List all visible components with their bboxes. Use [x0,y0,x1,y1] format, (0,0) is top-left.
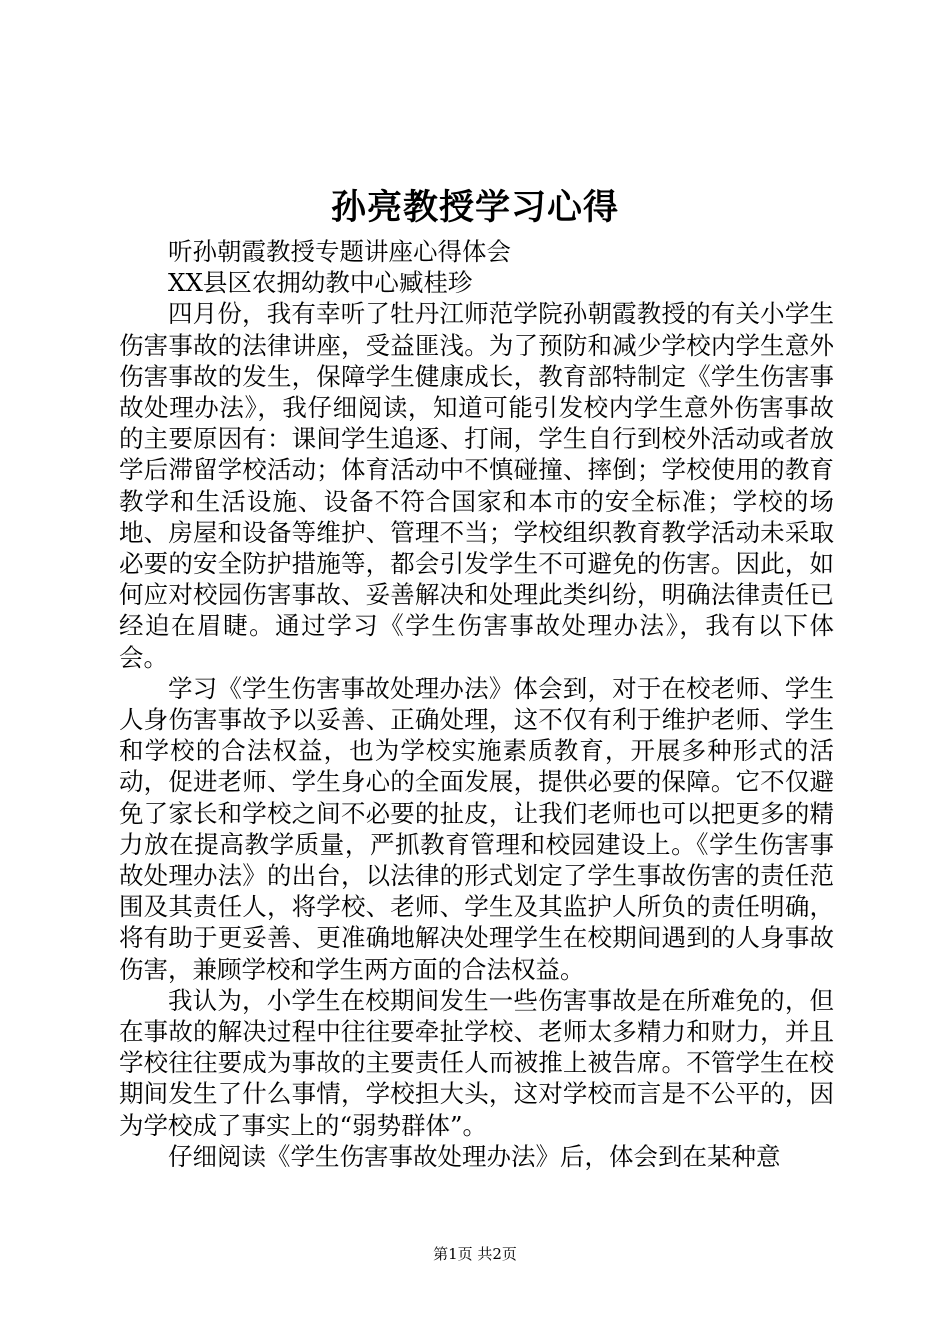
body-paragraph: 四月份，我有幸听了牡丹江师范学院孙朝霞教授的有关小学生伤害事故的法律讲座，受益匪浅。为了预防和减少学校内学生意外伤害事故的发生，保障学生健康成长，教育部特制定《学生伤害事故处理办法》，我仔细阅读，知道可能引发校内学生意外伤害事故的主要原因有：课间学生追逐、打闹，学生自行到校外活动或者放学后滞留学校活动；体育活动中不慎碰撞、摔倒；学校使用的教育教学和生活设施、设备不符合国家和本市的安全标准；学校的场地、房屋和设备等维护、管理不当；学校组织教育教学活动未采取必要的安全防护措施等，都会引发学生不可避免的伤害。因此，如何应对校园伤害事故、妥善解决和处理此类纠纷，明确法律责任已经迫在眉睫。通过学习《学生伤害事故处理办法》，我有以下体会。 [119,299,834,672]
document-title: 孙亮教授学习心得 [330,187,619,228]
body-paragraph: 我认为，小学生在校期间发生一些伤害事故是在所难免的，但在事故的解决过程中往往要牵扯学校、老师太多精力和财力，并且学校往往要成为事故的主要责任人而被推上被告席。不管学生在校期间发生了什么事情，学校担大头，这对学校而言是不公平的，因为学校成了事实上的“弱势群体”。 [119,985,834,1140]
author-line: XX县区农拥幼教中心臧桂珍 [168,268,473,298]
document-subtitle: 听孙朝霞教授专题讲座心得体会 [168,237,511,266]
body-paragraph: 仔细阅读《学生伤害事故处理办法》后，体会到在某种意 [168,1141,781,1171]
page-footer: 第1页 共2页 [433,1245,517,1263]
body-paragraph: 学习《学生伤害事故处理办法》体会到，对于在校老师、学生人身伤害事故予以妥善、正确处理，这不仅有利于维护老师、学生和学校的合法权益，也为学校实施素质教育，开展多种形式的活动，促进老师、学生身心的全面发展，提供必要的保障。它不仅避免了家长和学校之间不必要的扯皮，让我们老师也可以把更多的精力放在提高教学质量，严抓教育管理和校园建设上。《学生伤害事故处理办法》的出台，以法律的形式划定了学生事故伤害的责任范围及其责任人，将学校、老师、学生及其监护人所负的责任明确，将有助于更妥善、更准确地解决处理学生在校期间遇到的人身事故伤害，兼顾学校和学生两方面的合法权益。 [119,673,834,984]
document-body [119,236,834,1172]
